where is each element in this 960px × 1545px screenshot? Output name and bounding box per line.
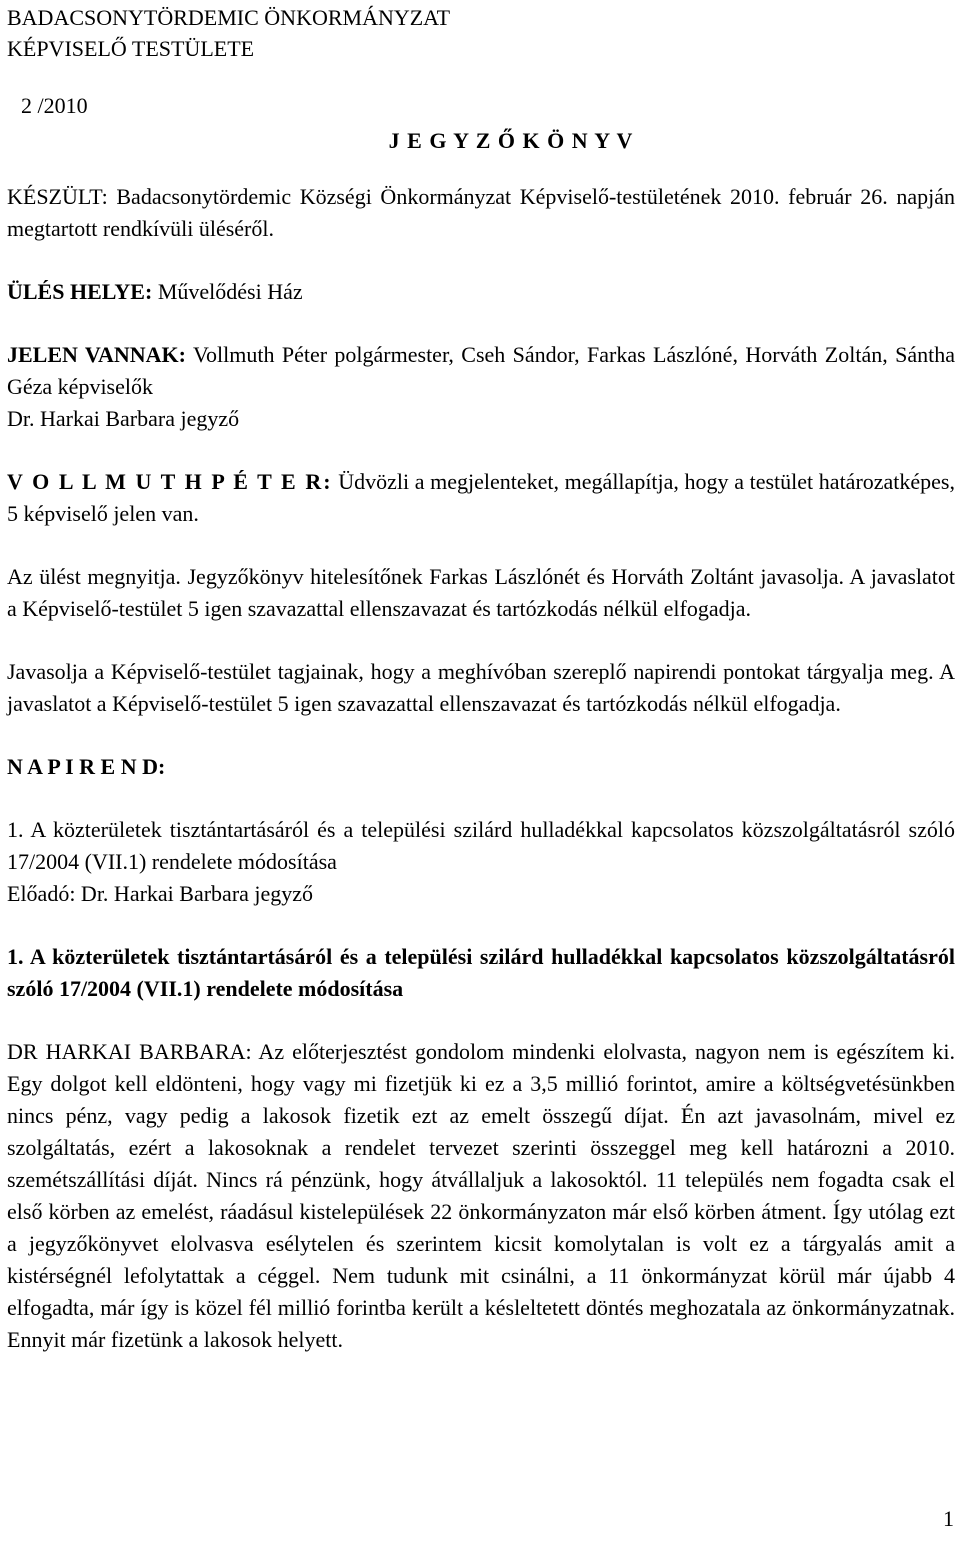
opening-text: Üdvözli a megjelenteket, megállapítja, hogy a testület határozatképes, 5 képviselő jelen van. — [7, 469, 955, 526]
org-body: KÉPVISELŐ TESTÜLETE — [7, 36, 255, 61]
opening-paragraph-2: Az ülést megnyitja. Jegyzőkönyv hitelesítőnek Farkas Lászlónét és Horváth Zoltánt javasolja. A javaslatot a Képviselő-testület 5 igen szavazattal ellenszavazat és tartózkodás nélkül elfogadja. — [7, 564, 955, 621]
document-title: J E G Y Z Ő K Ö N Y V — [388, 128, 634, 153]
present-label: JELEN VANNAK: — [7, 342, 186, 367]
present-paragraph — [7, 339, 955, 403]
place-label: ÜLÉS HELYE: — [7, 279, 153, 304]
made-paragraph — [7, 181, 955, 245]
made-label: KÉSZÜLT: — [7, 184, 108, 209]
present-extra: Dr. Harkai Barbara jegyző — [7, 406, 240, 431]
agenda-presenter: Előadó: Dr. Harkai Barbara jegyző — [7, 881, 314, 906]
document-header — [7, 2, 955, 64]
org-name: BADACSONYTÖRDEMIC ÖNKORMÁNYZAT — [7, 5, 451, 30]
discussion-text: Az előterjesztést gondolom mindenki elolvasta, nagyon nem is egészítem ki. Egy dolgot kell eldönteni, hogy vagy mi fizetjük ki ez a 3,5 millió forintot, amire a költségvetésünkben nincs pénz, vagy pedig a lakosok fizetik ezt az emelt összegű díjat. Én azt javasolnám, mivel ez szolgáltatás, ezért a lakosoknak a rendelet tervezet szerinti összeggel meg kell határozni a 2010. szemétszállítási díját. Nincs rá pénzünk, hogy átvállaljuk a lakosoktól. 11 település nem fogadta csak el első körben az emelést, ráadásul kistelepülések 22 önkormányzaton már első körben átment. Így utólag ezt a jegyzőkönyvet elolvasva esélytelen és szerintem kicsit komolytalan is volt ez a tárgyalás amit a kistérségnél lefolytattak a céggel. Nem tudunk mit csinálni, a 11 önkormányzat körül már újabb 4 elfogadta, már így is közel fél millió forintba került a késleltetett döntés meghozatala az önkormányzatnak. Ennyit már fizetünk a lakosok helyett. — [7, 1039, 955, 1352]
agenda-item-1-heading: 1. A közterületek tisztántartásáról és a települési szilárd hulladékkal kapcsolatos közszolgáltatásról szóló 17/2004 (VII.1) rendelete módosítása — [7, 944, 955, 1001]
discussion-speaker: DR HARKAI BARBARA: — [7, 1039, 252, 1064]
opening-paragraph — [7, 466, 955, 530]
agenda-item-1: 1. A közterületek tisztántartásáról és a települési szilárd hulladékkal kapcsolatos közszolgáltatásról szóló 17/2004 (VII.1) rendelete módosítása — [7, 817, 955, 874]
made-text: Badacsonytördemic Községi Önkormányzat Képviselő-testületének 2010. február 26. napján megtartott rendkívüli üléséről. — [7, 184, 955, 241]
present-text: Vollmuth Péter polgármester, Cseh Sándor, Farkas Lászlóné, Horváth Zoltán, Sántha Géza képviselők — [7, 342, 956, 399]
document-number: 2 /2010 — [21, 93, 88, 118]
place-text: Művelődési Ház — [152, 279, 303, 304]
page-number: 1 — [943, 1506, 954, 1531]
place-paragraph — [7, 276, 955, 308]
agenda-heading: N A P I R E N D: — [7, 754, 166, 779]
opening-paragraph-3: Javasolja a Képviselő-testület tagjainak, hogy a meghívóban szereplő napirendi pontokat tárgyalja meg. A javaslatot a Képviselő-testület 5 igen szavazattal ellenszavazat és tartózkodás nélkül elfogadja. — [7, 659, 955, 716]
document-page — [7, 0, 955, 1356]
opening-speaker: V O L L M U T H P É T E R: — [7, 469, 333, 494]
discussion-paragraph — [7, 1036, 955, 1356]
